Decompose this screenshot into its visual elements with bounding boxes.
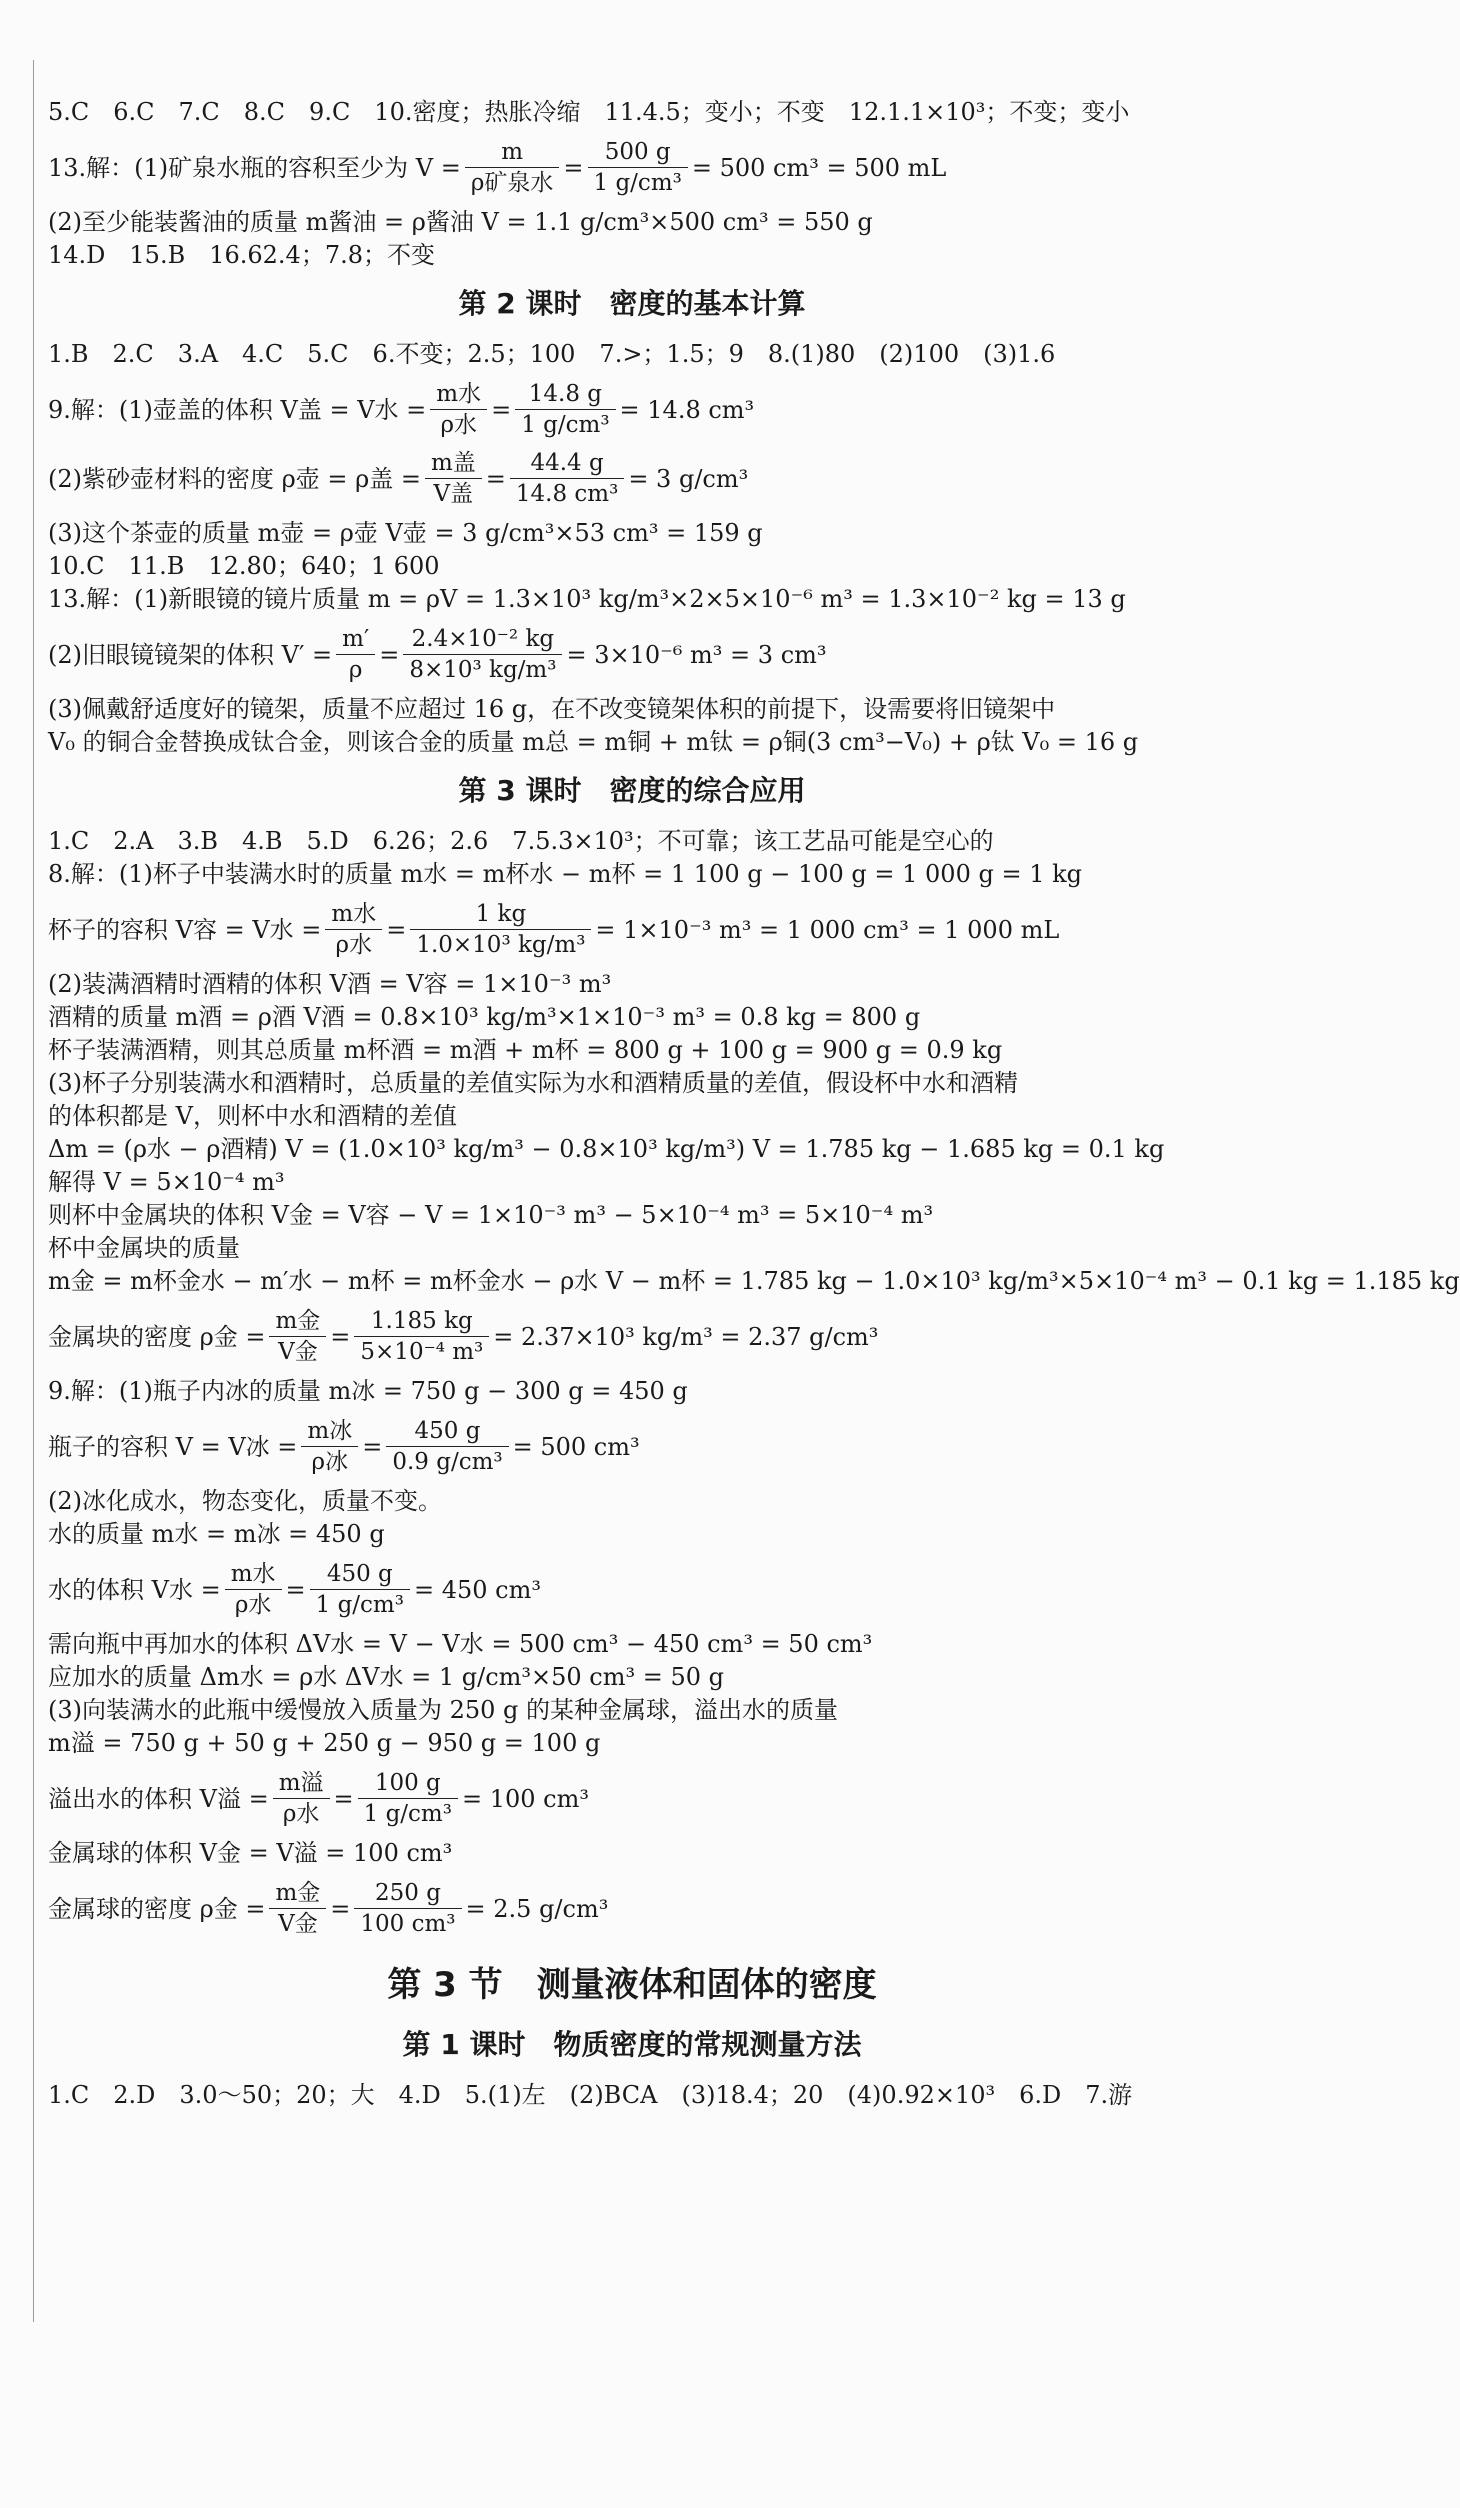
fraction-denominator: 1 g/cm³ [315,1592,404,1618]
fraction-numerator: 1 kg [410,899,591,930]
equation-result: = 100 cm³ [461,1784,589,1813]
fraction-denominator: 1 g/cm³ [593,170,682,196]
fraction-numerator: m′ [336,624,375,655]
equation-prefix: 9.解：(1)壶盖的体积 V盖 = V水 = [48,395,427,424]
fraction-denominator: 8×10³ kg/m³ [409,657,557,683]
answer-line: 杯子装满酒精，则其总质量 m杯酒 = m酒 + m杯 = 800 g + 100 g = 900 g = 0.9 kg [48,1036,1003,1064]
fraction-denominator: V金 [278,1911,318,1937]
fraction-numerator: 14.8 g [515,379,615,410]
fraction-denominator: 5×10⁻⁴ m³ [360,1339,484,1365]
equation-line [48,1416,1216,1477]
answer-line: 酒精的质量 m酒 = ρ酒 V酒 = 0.8×10³ kg/m³×1×10⁻³ m³ = 0.8 kg = 800 g [48,1003,921,1031]
fraction-denominator: 14.8 cm³ [515,481,619,507]
answer-line: V₀ 的铜合金替换成钛合金，则该合金的质量 m总 = m铜 + m钛 = ρ铜(3 cm³−V₀) + ρ钛 V₀ = 16 g [48,728,1139,756]
fraction [325,899,382,960]
fraction-denominator: ρ水 [335,932,373,958]
equation-result: = 3×10⁻⁶ m³ = 3 cm³ [566,640,827,669]
equation-result: = 450 cm³ [413,1575,541,1604]
equals-sign: = [285,1575,306,1604]
fraction-numerator: 450 g [310,1559,410,1590]
equation-line [48,624,1216,685]
fraction-numerator: 500 g [588,137,688,168]
fraction-denominator: V金 [278,1339,318,1365]
fraction-numerator: m金 [269,1306,326,1337]
answer-line: 10.C 11.B 12.80；640；1 600 [48,552,440,580]
fraction [354,1306,489,1367]
equation-prefix: 杯子的容积 V容 = V水 = [48,915,322,944]
equation-line [48,1306,1216,1367]
fraction [465,137,560,198]
equation-prefix: 金属球的密度 ρ金 = [48,1894,266,1923]
answer-line: (3)杯子分别装满水和酒精时，总质量的差值实际为水和酒精质量的差值，假设杯中水和酒精 [48,1069,1018,1097]
fraction-numerator: m盖 [425,448,482,479]
answer-line: 的体积都是 V，则杯中水和酒精的差值 [48,1102,457,1130]
fraction-numerator: 1.185 kg [354,1306,489,1337]
equation-prefix: 金属块的密度 ρ金 = [48,1322,266,1351]
answer-line: 水的质量 m水 = m冰 = 450 g [48,1520,385,1548]
equals-sign: = [330,1894,351,1923]
lesson-heading: 第 2 课时 密度的基本计算 [458,287,806,320]
answer-line: (2)装满酒精时酒精的体积 V酒 = V容 = 1×10⁻³ m³ [48,970,612,998]
fraction [588,137,688,198]
equation-line [48,1878,1216,1939]
answer-line: m溢 = 750 g + 50 g + 250 g − 950 g = 100 g [48,1729,601,1757]
equation-result: = 14.8 cm³ [619,395,755,424]
fraction-numerator: m水 [430,379,487,410]
fraction [410,899,591,960]
answer-line: Δm = (ρ水 − ρ酒精) V = (1.0×10³ kg/m³ − 0.8×10³ kg/m³) V = 1.785 kg − 1.685 kg = 0.1 kg [48,1135,1165,1163]
fraction [269,1306,326,1367]
answer-line: 杯中金属块的质量 [48,1234,240,1262]
answer-line: 1.C 2.D 3.0～50；20；大 4.D 5.(1)左 (2)BCA (3)18.4；20 (4)0.92×10³ 6.D 7.游 [48,2081,1133,2109]
answer-line: (3)这个茶壶的质量 m壶 = ρ壶 V壶 = 3 g/cm³×53 cm³ = 159 g [48,519,763,547]
fraction-numerator: m水 [325,899,382,930]
equals-sign: = [362,1432,383,1461]
fraction [430,379,487,440]
fraction [425,448,482,509]
equals-sign: = [485,464,506,493]
answer-line: 解得 V = 5×10⁻⁴ m³ [48,1168,285,1196]
fraction [310,1559,410,1620]
equation-result: = 500 cm³ = 500 mL [691,153,947,182]
answer-line: (3)佩戴舒适度好的镜架，质量不应超过 16 g，在不改变镜架体积的前提下，设需要将旧镜架中 [48,695,1056,723]
fraction-numerator: m金 [269,1878,326,1909]
answer-line: 5.C 6.C 7.C 8.C 9.C 10.密度；热胀冷缩 11.4.5；变小；不变 12.1.1×10³；不变；变小 [48,98,1130,126]
fraction [225,1559,282,1620]
answer-line: 14.D 15.B 16.62.4；7.8；不变 [48,241,435,269]
answer-line: m金 = m杯金水 − m′水 − m杯 = m杯金水 − ρ水 V − m杯 = 1.785 kg − 1.0×10³ kg/m³×5×10⁻⁴ m³ − 0.1 kg = 1.185 kg [48,1267,1460,1295]
fraction-numerator: 100 g [358,1768,458,1799]
fraction-numerator: 450 g [386,1416,508,1447]
fraction-numerator: 44.4 g [510,448,624,479]
answer-content [48,96,1460,2112]
fraction [358,1768,458,1829]
answer-line: 9.解：(1)瓶子内冰的质量 m冰 = 750 g − 300 g = 450 g [48,1377,688,1405]
fraction [354,1878,461,1939]
equation-result: = 500 cm³ [512,1432,640,1461]
fraction [273,1768,330,1829]
equation-prefix: (2)紫砂壶材料的密度 ρ壶 = ρ盖 = [48,464,421,493]
equation-result: = 1×10⁻³ m³ = 1 000 cm³ = 1 000 mL [595,915,1060,944]
equation-line [48,379,1216,440]
equation-line [48,899,1216,960]
fraction-denominator: V盖 [433,481,474,507]
fraction [386,1416,508,1477]
answer-line: 则杯中金属块的体积 V金 = V容 − V = 1×10⁻³ m³ − 5×10⁻⁴ m³ = 5×10⁻⁴ m³ [48,1201,934,1229]
fraction-numerator: 2.4×10⁻² kg [403,624,562,655]
equation-line [48,1559,1216,1620]
equation-line [48,448,1216,509]
fraction [336,624,375,685]
answer-line: (2)冰化成水，物态变化，质量不变。 [48,1487,442,1515]
section-heading: 第 3 节 测量液体和固体的密度 [387,1965,877,2005]
answer-line: 金属球的体积 V金 = V溢 = 100 cm³ [48,1839,453,1867]
equation-prefix: (2)旧眼镜镜架的体积 V′ = [48,640,333,669]
equals-sign: = [563,153,584,182]
fraction-denominator: ρ水 [440,412,477,438]
fraction [515,379,615,440]
equation-result: = 2.37×10³ kg/m³ = 2.37 g/cm³ [493,1322,879,1351]
fraction [403,624,562,685]
fraction-numerator: 250 g [354,1878,461,1909]
fraction-denominator: 1 g/cm³ [363,1801,452,1827]
margin-rule [33,60,34,2322]
answer-line: 8.解：(1)杯子中装满水时的质量 m水 = m杯水 − m杯 = 1 100 g − 100 g = 1 000 g = 1 kg [48,860,1083,888]
fraction-denominator: ρ水 [282,1801,320,1827]
fraction-denominator: 0.9 g/cm³ [392,1449,503,1475]
equals-sign: = [330,1322,351,1351]
fraction [269,1878,326,1939]
equation-line [48,1768,1216,1829]
fraction-numerator: m溢 [273,1768,330,1799]
fraction-denominator: ρ矿泉水 [470,170,554,196]
equals-sign: = [491,395,512,424]
answer-line: (3)向装满水的此瓶中缓慢放入质量为 250 g 的某种金属球，溢出水的质量 [48,1696,839,1724]
equals-sign: = [333,1784,354,1813]
answer-line: 需向瓶中再加水的体积 ΔV水 = V − V水 = 500 cm³ − 450 cm³ = 50 cm³ [48,1630,873,1658]
equation-prefix: 瓶子的容积 V = V冰 = [48,1432,298,1461]
equation-prefix: 13.解：(1)矿泉水瓶的容积至少为 V = [48,153,461,182]
equals-sign: = [379,640,400,669]
answer-line: 1.C 2.A 3.B 4.B 5.D 6.26；2.6 7.5.3×10³；不可靠；该工艺品可能是空心的 [48,827,994,855]
equation-result: = 2.5 g/cm³ [465,1894,609,1923]
fraction-numerator: m水 [225,1559,282,1590]
answer-line: 应加水的质量 Δm水 = ρ水 ΔV水 = 1 g/cm³×50 cm³ = 50 g [48,1663,725,1691]
fraction-denominator: ρ冰 [311,1449,349,1475]
fraction-denominator: 1.0×10³ kg/m³ [416,932,586,958]
equation-prefix: 水的体积 V水 = [48,1575,221,1604]
answer-line: 13.解：(1)新眼镜的镜片质量 m = ρV = 1.3×10³ kg/m³×2×5×10⁻⁶ m³ = 1.3×10⁻² kg = 13 g [48,585,1126,613]
fraction-denominator: 1 g/cm³ [521,412,610,438]
equals-sign: = [386,915,407,944]
fraction-numerator: m冰 [301,1416,358,1447]
fraction [510,448,624,509]
equation-line [48,137,1216,198]
fraction-denominator: ρ水 [234,1592,272,1618]
lesson-heading: 第 1 课时 物质密度的常规测量方法 [402,2028,862,2061]
answer-line: 1.B 2.C 3.A 4.C 5.C 6.不变；2.5；100 7.>；1.5；9 8.(1)80 (2)100 (3)1.6 [48,340,1056,368]
equation-result: = 3 g/cm³ [628,464,749,493]
equation-prefix: 溢出水的体积 V溢 = [48,1784,269,1813]
lesson-heading: 第 3 课时 密度的综合应用 [458,774,806,807]
fraction-denominator: ρ [348,657,363,683]
answer-line: (2)至少能装酱油的质量 m酱油 = ρ酱油 V = 1.1 g/cm³×500 cm³ = 550 g [48,208,873,236]
fraction-denominator: 100 cm³ [360,1911,456,1937]
fraction [301,1416,358,1477]
fraction-numerator: m [465,137,560,168]
